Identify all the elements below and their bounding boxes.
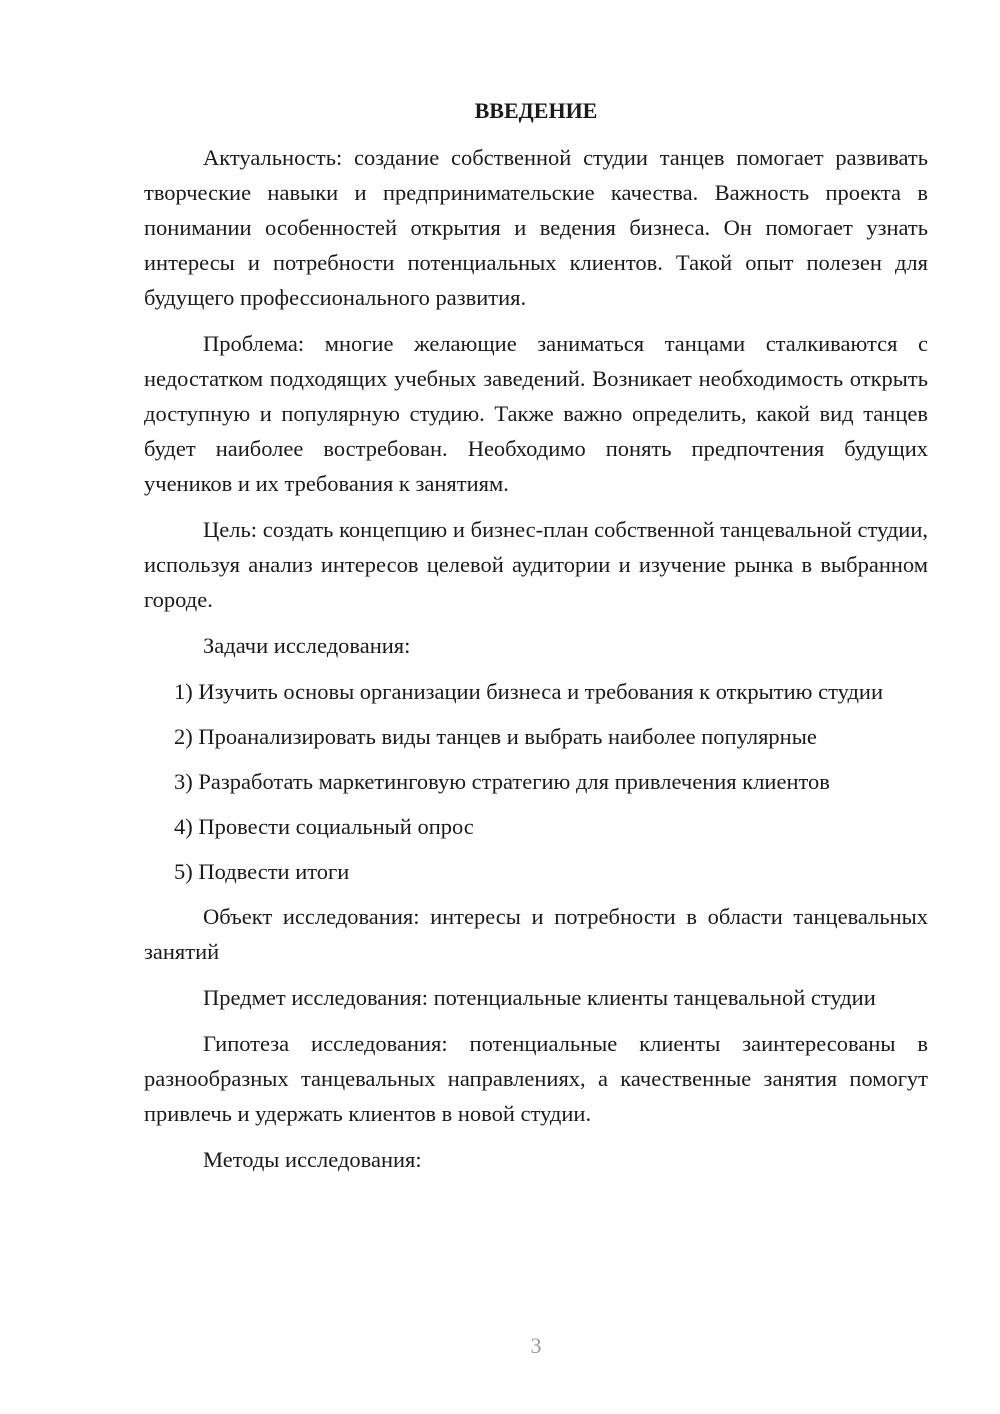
paragraph-tasks-heading: Задачи исследования: bbox=[203, 633, 411, 658]
page-number: 3 bbox=[530, 1333, 542, 1358]
paragraph-relevance: Актуальность: создание собственной студии танцев помогает развивать творческие навыки и предпринимательские качества. Важность проекта в понимании особенностей открытия и ведения бизнеса. Он помогает узнать интересы и потребности потенциальных клиентов. Такой опыт полезен для будущего профессионального развития. bbox=[144, 145, 928, 310]
paragraph-goal: Цель: создать концепцию и бизнес-план собственной танцевальной студии, используя анализ интересов целевой аудитории и изучение рынка в выбранном городе. bbox=[144, 517, 928, 612]
list-item: 4) Провести социальный опрос bbox=[174, 814, 474, 839]
list-item: 3) Разработать маркетинговую стратегию для привлечения клиентов bbox=[174, 769, 830, 794]
paragraph-problem: Проблема: многие желающие заниматься танцами сталкиваются с недостатком подходящих учебных заведений. Возникает необходимость открыть доступную и популярную студию. Также важно определить, какой вид танцев будет наиболее востребован. Необходимо понять предпочтения будущих учеников и их требования к занятиям. bbox=[144, 331, 928, 496]
paragraph-methods-heading: Методы исследования: bbox=[203, 1147, 422, 1172]
list-item: 1) Изучить основы организации бизнеса и требования к открытию студии bbox=[174, 679, 883, 704]
paragraph-hypothesis: Гипотеза исследования: потенциальные клиенты заинтересованы в разнообразных танцевальных направлениях, а качественные занятия помогут привлечь и удержать клиентов в новой студии. bbox=[144, 1031, 928, 1126]
paragraph-subject: Предмет исследования: потенциальные клиенты танцевальной студии bbox=[203, 985, 876, 1010]
page-content bbox=[144, 94, 928, 1188]
list-item: 5) Подвести итоги bbox=[174, 859, 350, 884]
list-item: 2) Проанализировать виды танцев и выбрать наиболее популярные bbox=[174, 724, 817, 749]
task-list bbox=[144, 674, 928, 889]
section-title: ВВЕДЕНИЕ bbox=[474, 98, 598, 123]
paragraph-object: Объект исследования: интересы и потребности в области танцевальных занятий bbox=[144, 904, 928, 964]
